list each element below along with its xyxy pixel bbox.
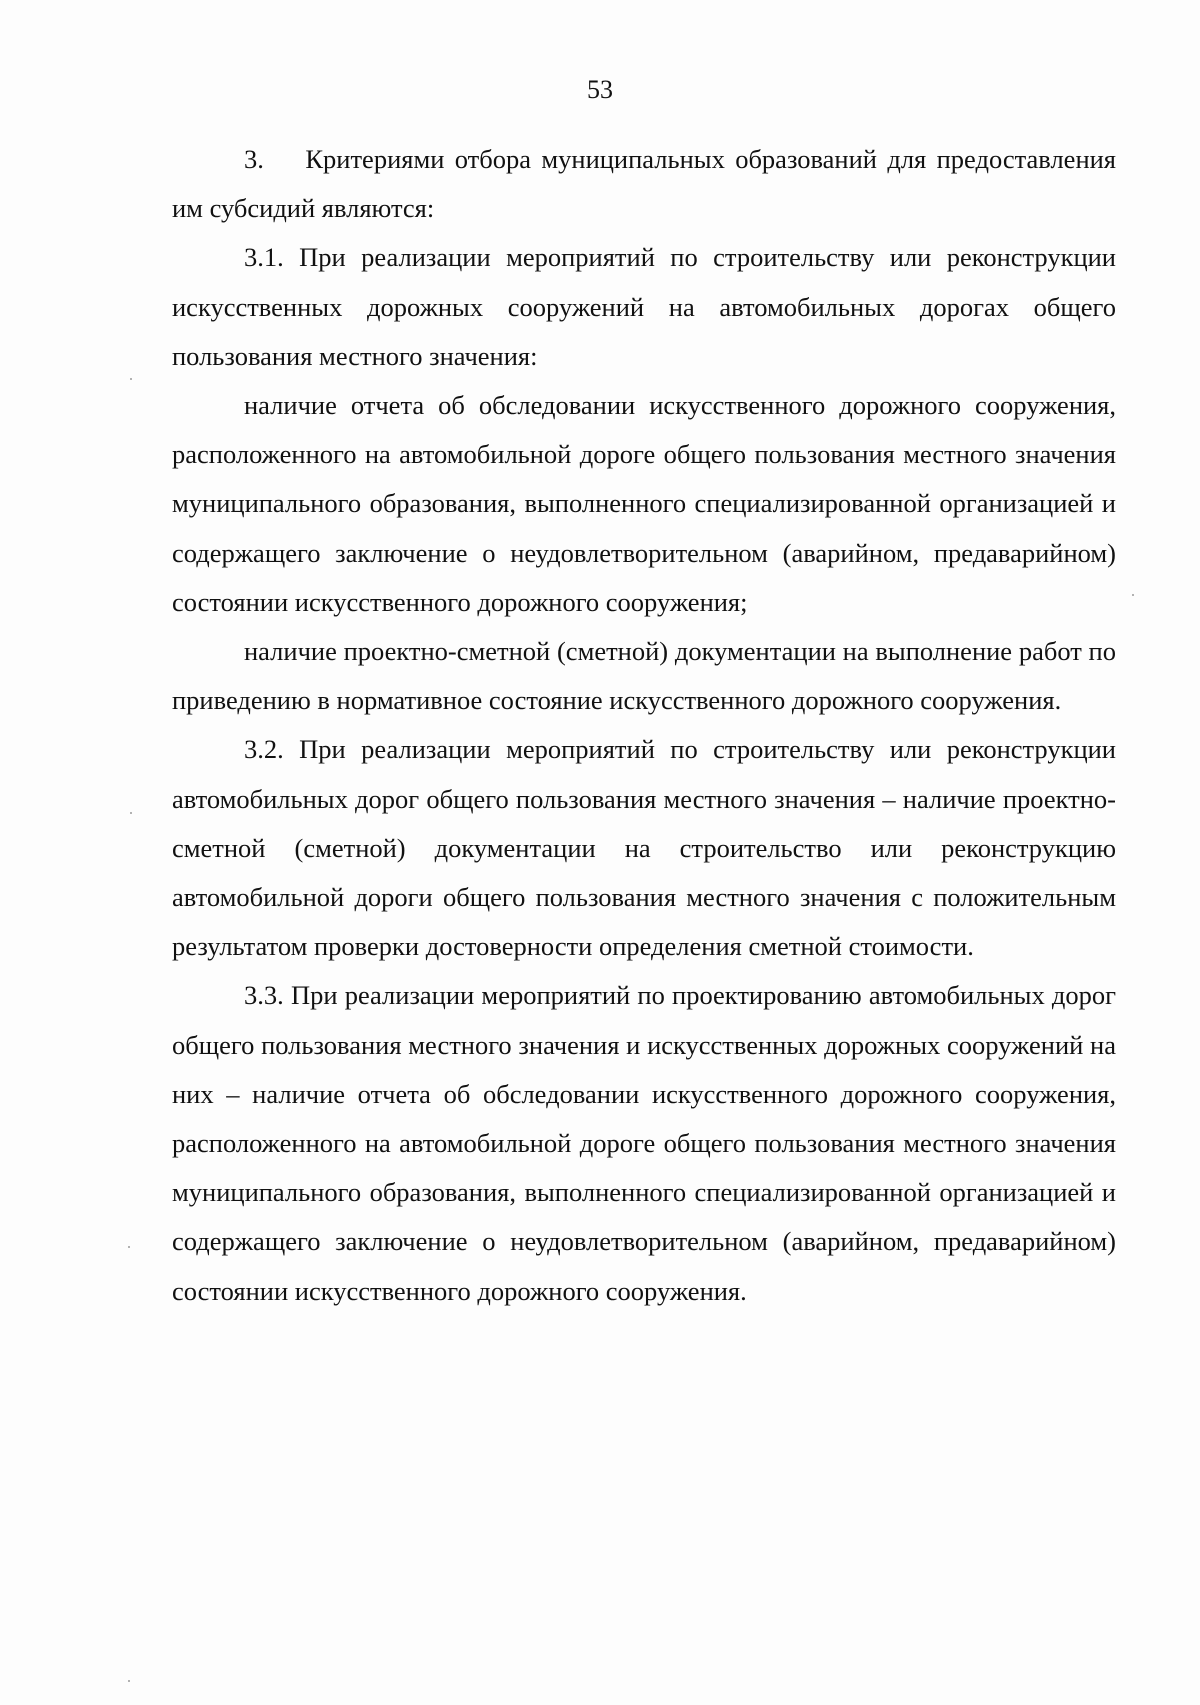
paragraph-3-2: 3.2. При реализации мероприятий по строительству или реконструкции автомобильных дорог общего пользования местного значения – наличие проектно-сметной (сметной) документации на строительство или реконструкцию автомобильной дороги общего пользования местного значения с положительным результатом проверки достоверности определения сметной стоимости. — [172, 734, 1116, 962]
paragraph-3-3: 3.3. При реализации мероприятий по проектированию автомобильных дорог общего пользования местного значения и искусственных дорожных сооружений на них – наличие отчета об обследовании искусственного дорожного сооружения, расположенного на автомобильной дороге общего пользования местного значения муниципального образования, выполненного специализированной организацией и содержащего заключение о неудовлетворительном (аварийном, предаварийном) состоянии искусственного дорожного сооружения. — [172, 980, 1116, 1306]
scan-speck — [128, 1680, 130, 1682]
page-number: 53 — [587, 75, 613, 104]
paragraph-3-1-documentation: наличие проектно-сметной (сметной) документации на выполнение работ по приведению в нормативное состояние искусственного дорожного сооружения. — [172, 636, 1116, 716]
scan-speck — [130, 378, 132, 380]
scan-speck — [130, 812, 132, 814]
document-body — [172, 135, 1116, 1316]
paragraph-3-1-report: наличие отчета об обследовании искусственного дорожного сооружения, расположенного на автомобильной дороге общего пользования местного значения муниципального образования, выполненного специализированной организацией и содержащего заключение о неудовлетворительном (аварийном, предаварийном) состоянии искусственного дорожного сооружения; — [172, 390, 1116, 617]
paragraph-criteria-intro: 3. Критериями отбора муниципальных образований для предоставления им субсидий являются: — [172, 144, 1116, 224]
scan-speck — [128, 1246, 130, 1248]
paragraph-3-1: 3.1. При реализации мероприятий по строительству или реконструкции искусственных дорожных сооружений на автомобильных дорогах общего пользования местного значения: — [172, 242, 1116, 371]
scan-speck — [1132, 594, 1134, 596]
